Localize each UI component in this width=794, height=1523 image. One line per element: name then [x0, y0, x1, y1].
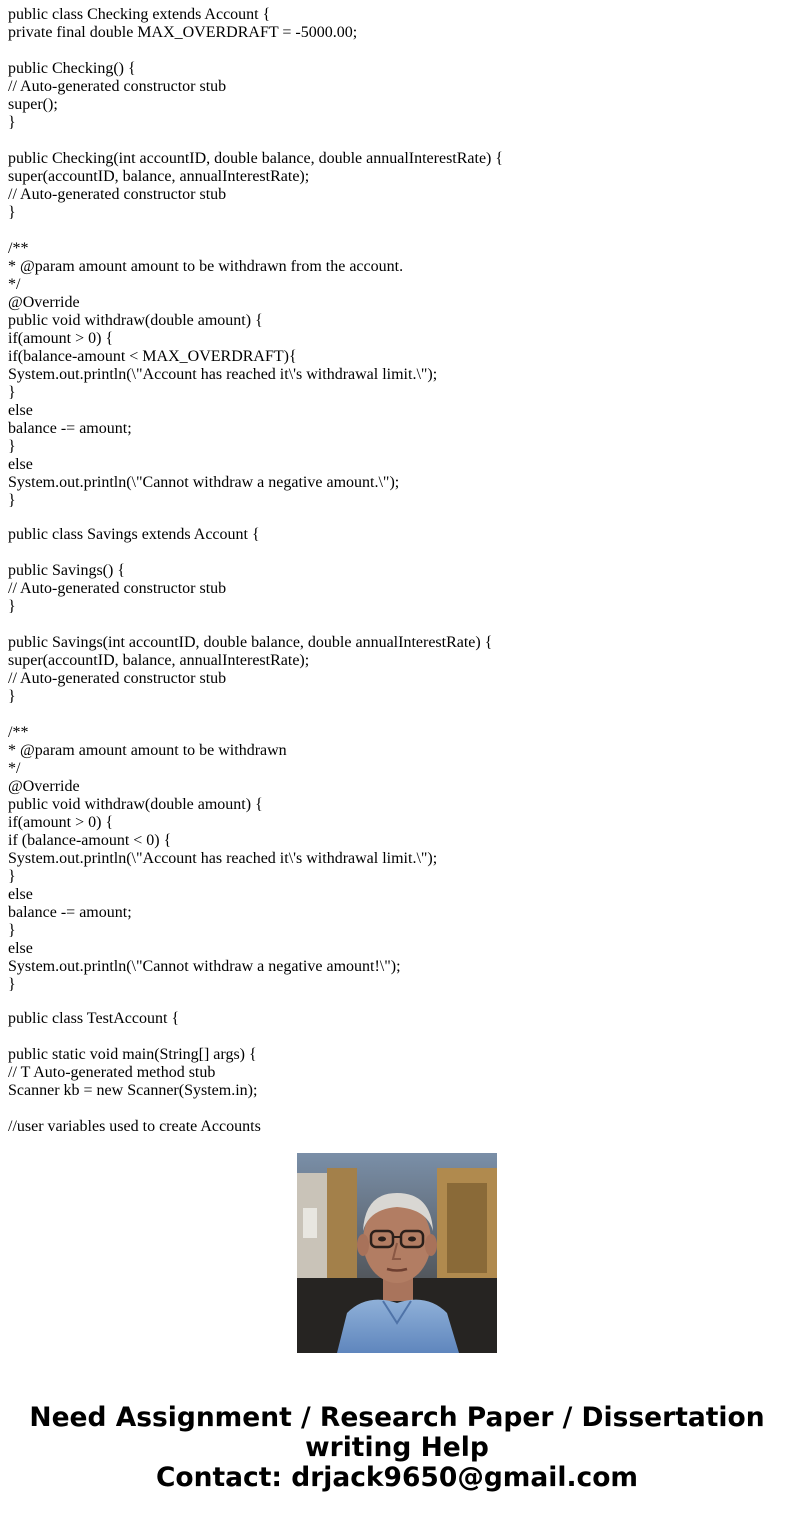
code-line: public void withdraw(double amount) {: [8, 796, 263, 813]
promo-line-2: writing Help: [305, 1432, 489, 1463]
code-line: System.out.println(\"Account has reached it\'s withdrawal limit.\");: [8, 366, 438, 383]
code-line: public class TestAccount {: [8, 1010, 180, 1027]
code-block: [8, 1010, 788, 1136]
code-line: }: [8, 868, 16, 885]
code-line: if (balance-amount < 0) {: [8, 832, 172, 849]
code-line: }: [8, 438, 16, 455]
code-line: // Auto-generated constructor stub: [8, 580, 227, 597]
code-line: System.out.println(\"Account has reached it\'s withdrawal limit.\");: [8, 850, 438, 867]
code-block: [8, 526, 788, 994]
code-line: */: [8, 760, 21, 777]
code-line: /**: [8, 724, 29, 741]
code-line: [8, 706, 788, 724]
code-line: @Override: [8, 778, 80, 795]
code-line: balance -= amount;: [8, 904, 132, 921]
code-line: * @param amount amount to be withdrawn from the account.: [8, 258, 404, 275]
code-line: super();: [8, 96, 58, 113]
code-line: public Savings(int accountID, double balance, double annualInterestRate) {: [8, 634, 493, 651]
code-line: /**: [8, 240, 29, 257]
code-line: public class Checking extends Account {: [8, 6, 271, 23]
code-line: // Auto-generated constructor stub: [8, 186, 227, 203]
code-line: }: [8, 114, 16, 131]
code-line: [8, 544, 788, 562]
code-line: [8, 132, 788, 150]
code-line: public Checking() {: [8, 60, 136, 77]
code-line: else: [8, 940, 33, 957]
code-line: @Override: [8, 294, 80, 311]
code-line: public Savings() {: [8, 562, 125, 579]
code-line: super(accountID, balance, annualInterestRate);: [8, 652, 310, 669]
code-line: public Checking(int accountID, double balance, double annualInterestRate) {: [8, 150, 504, 167]
code-line: }: [8, 688, 16, 705]
code-line: [8, 222, 788, 240]
code-line: [8, 1028, 788, 1046]
promo-line-1: Need Assignment / Research Paper / Dissertation: [29, 1402, 765, 1433]
code-line: }: [8, 922, 16, 939]
code-line: if(amount > 0) {: [8, 330, 114, 347]
code-line: }: [8, 976, 16, 993]
code-line: // Auto-generated constructor stub: [8, 670, 227, 687]
code-line: if(amount > 0) {: [8, 814, 114, 831]
code-line: public static void main(String[] args) {: [8, 1046, 257, 1063]
code-line: // Auto-generated constructor stub: [8, 78, 227, 95]
code-line: // T Auto-generated method stub: [8, 1064, 216, 1081]
author-avatar: [297, 1153, 497, 1353]
code-line: else: [8, 456, 33, 473]
code-line: }: [8, 492, 16, 509]
code-line: Scanner kb = new Scanner(System.in);: [8, 1082, 258, 1099]
code-line: [8, 1100, 788, 1118]
code-line: else: [8, 886, 33, 903]
code-line: }: [8, 598, 16, 615]
code-line: }: [8, 204, 16, 221]
code-line: System.out.println(\"Cannot withdraw a negative amount!\");: [8, 958, 401, 975]
code-line: [8, 42, 788, 60]
portrait-photo: [297, 1153, 497, 1353]
code-block: [8, 6, 788, 510]
code-line: if(balance-amount < MAX_OVERDRAFT){: [8, 348, 297, 365]
code-line: super(accountID, balance, annualInterestRate);: [8, 168, 310, 185]
code-line: */: [8, 276, 21, 293]
code-listing: [8, 6, 788, 1135]
code-line: else: [8, 402, 33, 419]
promo-banner: [0, 1403, 794, 1493]
code-line: public class Savings extends Account {: [8, 526, 260, 543]
code-line: private final double MAX_OVERDRAFT = -5000.00;: [8, 24, 358, 41]
code-line: }: [8, 384, 16, 401]
code-line: System.out.println(\"Cannot withdraw a negative amount.\");: [8, 474, 400, 491]
code-line: [8, 616, 788, 634]
code-line: * @param amount amount to be withdrawn: [8, 742, 287, 759]
code-line: //user variables used to create Accounts: [8, 1118, 261, 1135]
code-line: public void withdraw(double amount) {: [8, 312, 263, 329]
promo-contact-line: Contact: drjack9650@gmail.com: [155, 1462, 639, 1493]
code-line: balance -= amount;: [8, 420, 132, 437]
